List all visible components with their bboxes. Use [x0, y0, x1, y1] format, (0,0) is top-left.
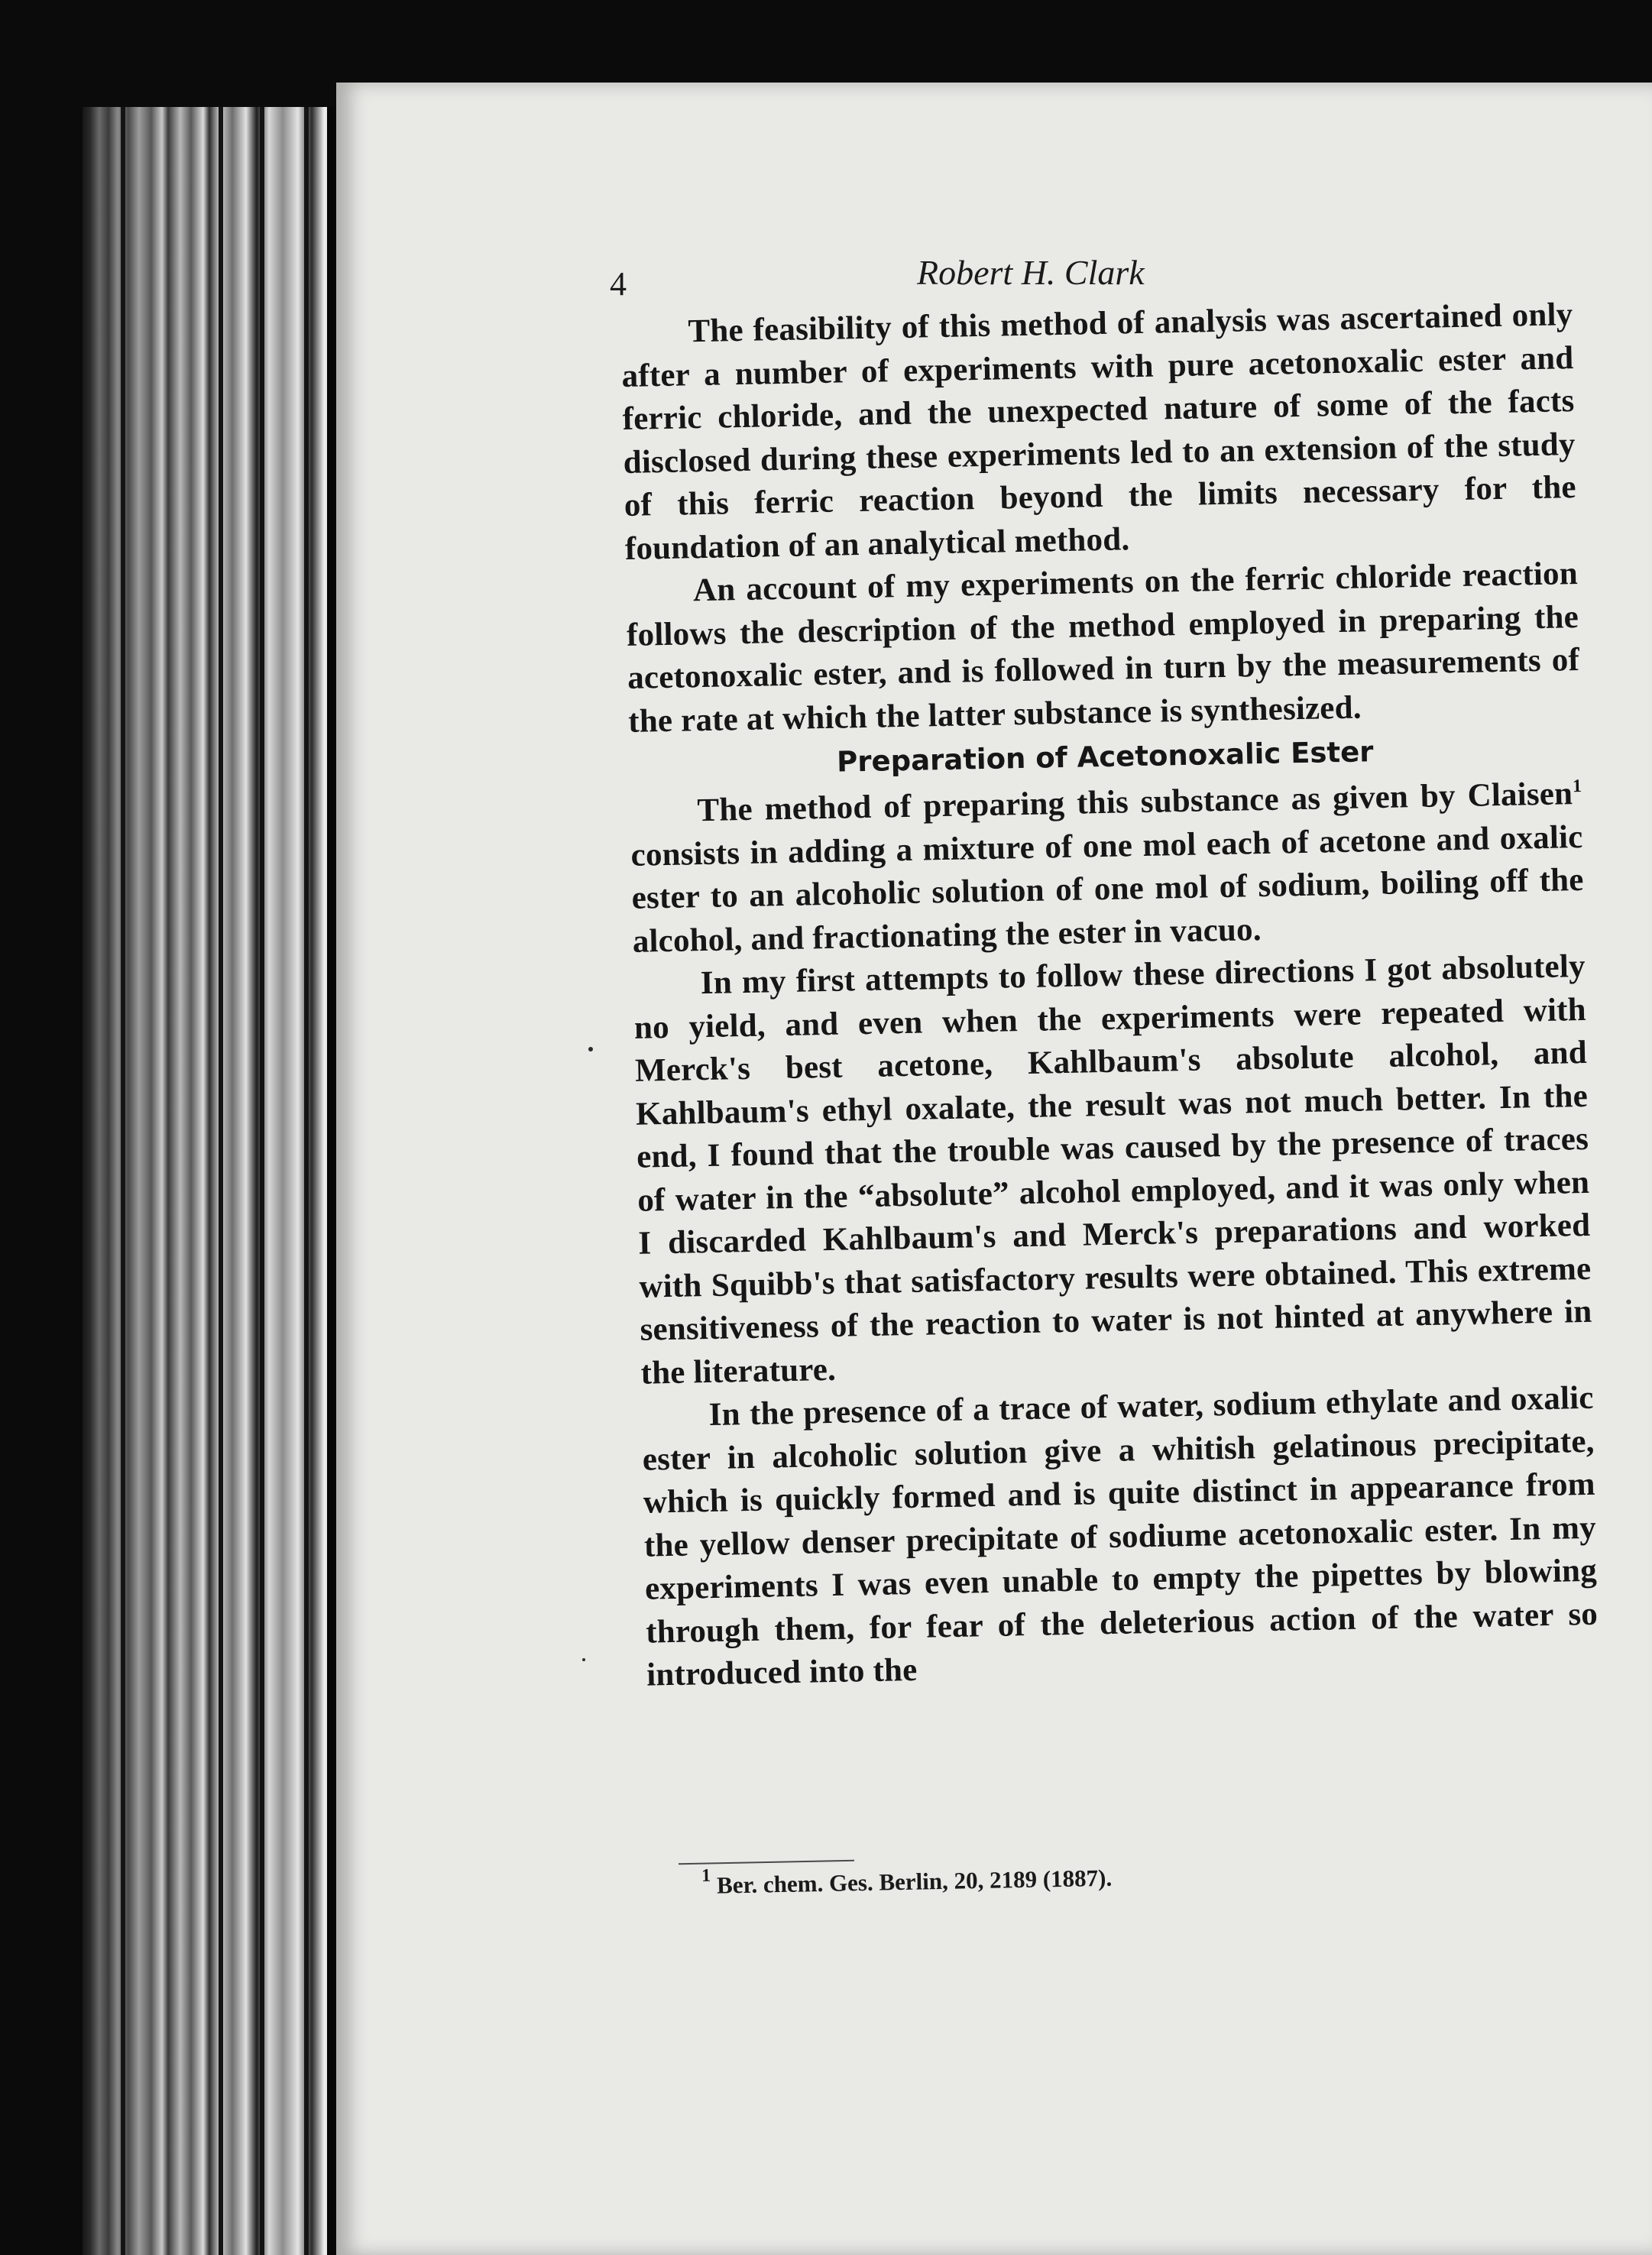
footnote-text: Ber. chem. Ges. Berlin, 20, 2189 (1887).	[716, 1864, 1113, 1899]
footnote-reference: 1	[1572, 776, 1582, 797]
paragraph: In the presence of a trace of water, sodium ethylate and oxalic ester in alcoholic solution give a whitish gelatinous precipitate, which is quickly formed and is quite distinct in appearance from the yellow denser precipitate of sodiume acetonoxalic ester. In my experiments I was even unable to empty the pipettes by blowing through them, for fear of the deleterious action of the water so introduced into the	[642, 1379, 1599, 1693]
page-edge-divider	[304, 107, 309, 2255]
running-head: Robert H. Clark	[917, 253, 1145, 292]
page-edge-divider	[121, 107, 125, 2255]
scan-speck	[582, 1658, 585, 1661]
paragraph-lead: The method of preparing this substance as given by Claisen	[697, 776, 1573, 829]
scan-speck	[588, 1047, 593, 1051]
page-number: 4	[610, 265, 627, 303]
paragraph: The feasibility of this method of analysis was ascertained only after a number of experiments with pure acetonoxalic ester and ferric chloride, and the unexpected nature of some of the facts disclosed during these experiments led to an extension of the study of this ferric reaction beyond the limits necessary for the foundation of an analytical method.	[621, 296, 1577, 567]
page-gutter	[327, 107, 335, 2255]
body-text	[620, 293, 1599, 1697]
book-page	[336, 83, 1652, 2255]
paragraph	[630, 773, 1585, 964]
page-edge-divider	[260, 107, 264, 2255]
footnote-rule	[679, 1860, 854, 1865]
paragraph: An account of my experiments on the ferric chloride reaction follows the description of the method employed in preparing the acetonoxalic ester, and is followed in turn by the measurements of the rate at which the latter substance is synthesized.	[626, 556, 1580, 740]
paragraph-rest: consists in adding a mixture of one mol each of acetone and oxalic ester to an alcoholic solution of one mol of sodium, boiling off the alcohol, and fractionating the ester in vacuo.	[630, 818, 1584, 960]
page-edge-divider	[219, 107, 223, 2255]
footnote	[701, 1865, 1113, 1900]
section-heading: Preparation of Acetonoxalic Ester	[836, 735, 1374, 779]
paragraph: In my first attempts to follow these directions I got absolutely no yield, and even when the experiments were repeated with Merck's best acetone, Kahlbaum's absolute alcohol, and Kahlbaum's ethyl oxalate, the result was not much better. In the end, I found that the trouble was caused by the presence of traces of water in the “absolute” alcohol employed, and it was only when I discarded Kahlbaum's and Merck's preparations and worked with Squibb's that satisfactory results were obtained. This extreme sensitiveness of the reaction to water is not hinted at anywhere in the literature.	[633, 948, 1592, 1392]
footnote-marker: 1	[701, 1865, 711, 1886]
